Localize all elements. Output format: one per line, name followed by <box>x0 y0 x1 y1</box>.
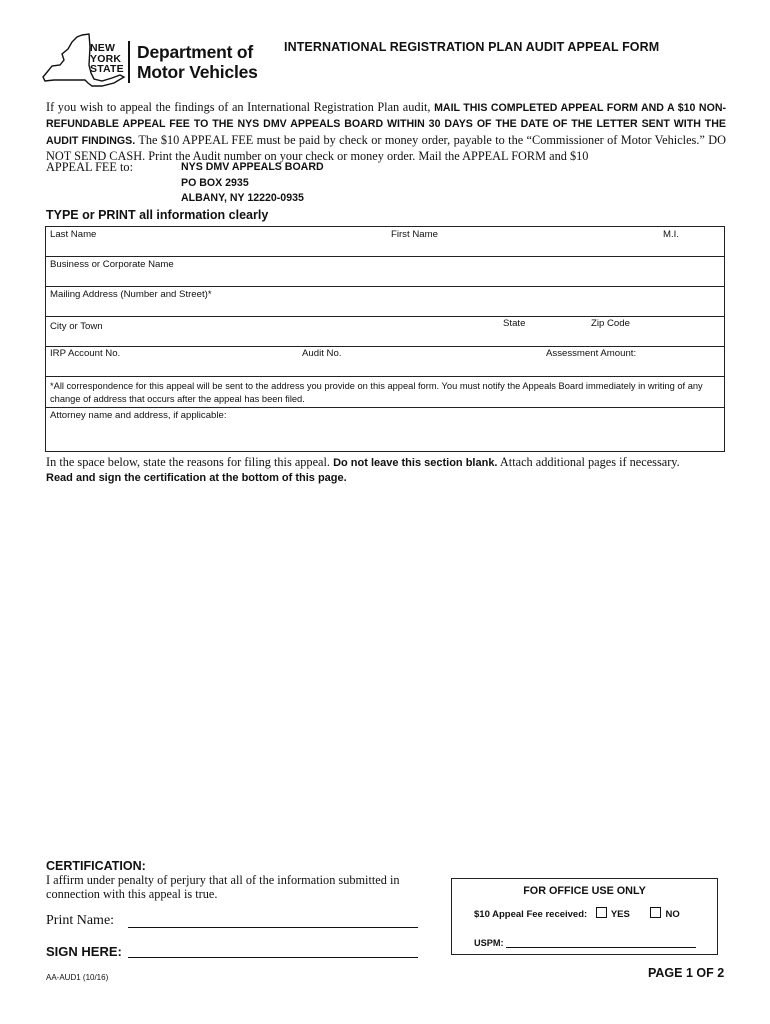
address-line-3: ALBANY, NY 12220-0935 <box>181 192 304 205</box>
dept-line-1: Department of <box>137 42 254 62</box>
city-state-zip-row[interactable] <box>46 317 724 347</box>
intro-text-2: The $10 APPEAL FEE must be paid by check or money order, payable to the “Commissioner of Motor Vehicles.” DO NOT SEND CASH. Print the Audit number on your check or money order. Mail the APPEAL FORM and $10 <box>46 132 726 164</box>
intro-paragraph <box>46 100 726 165</box>
page-number: PAGE 1 OF 2 <box>648 966 725 980</box>
mailing-address-field[interactable] <box>46 287 724 317</box>
reasons-instructions <box>46 455 736 486</box>
attorney-field[interactable] <box>46 408 724 451</box>
uspm-field[interactable] <box>506 947 696 948</box>
business-name-field[interactable] <box>46 257 724 287</box>
nys-logo-words <box>90 43 124 75</box>
logo-word-state: STATE <box>90 63 124 75</box>
mailing-address-label: Mailing Address (Number and Street)* <box>50 289 212 300</box>
office-use-box <box>451 878 718 955</box>
appeals-board-address <box>181 160 324 207</box>
appeal-fee-label: $10 Appeal Fee received: <box>474 909 588 920</box>
city-label: City or Town <box>50 321 103 332</box>
signature-field[interactable] <box>128 957 418 958</box>
intro-text-1: If you wish to appeal the findings of an International Registration Plan audit, <box>46 100 435 114</box>
fee-no-label: NO <box>665 909 680 920</box>
intro-text-bold: MAIL THIS COMPLETED APPEAL FORM AND A $10 NON-REFUNDABLE APPEAL FEE TO THE NYS DMV APPEALS BOARD WITHIN 30 DAYS OF THE DATE OF THE LETTER SENT WITH THE AUDIT FINDINGS. <box>46 102 726 147</box>
print-name-label: Print Name: <box>46 913 115 928</box>
correspondence-note <box>46 377 724 408</box>
sign-here-label: SIGN HERE: <box>46 944 122 959</box>
fee-yes-label: YES <box>610 909 630 920</box>
last-name-label: Last Name <box>50 229 97 240</box>
fee-yes-checkbox[interactable] <box>596 907 607 918</box>
audit-number-label: Audit No. <box>302 348 342 359</box>
reasons-text-2: Attach additional pages if necessary. <box>497 455 680 469</box>
irp-account-label: IRP Account No. <box>50 348 121 359</box>
reasons-text-bold: Do not leave this section blank. <box>333 457 498 469</box>
attorney-label: Attorney name and address, if applicable: <box>50 410 227 421</box>
state-label: State <box>503 318 526 329</box>
form-code: AA-AUD1 (10/16) <box>46 973 109 982</box>
uspm-row <box>474 938 696 948</box>
business-name-label: Business or Corporate Name <box>50 259 174 270</box>
appellant-info-form <box>45 226 725 452</box>
middle-initial-label: M.I. <box>663 229 679 240</box>
logo-word-new: NEW <box>90 42 116 54</box>
account-audit-row[interactable] <box>46 347 724 377</box>
zip-code-label: Zip Code <box>591 318 630 329</box>
uspm-label: USPM: <box>474 938 504 948</box>
name-row[interactable] <box>46 227 724 257</box>
reasons-line-2: Read and sign the certification at the bottom of this page. <box>46 472 347 484</box>
certification-title: CERTIFICATION: <box>46 859 146 873</box>
dmv-logo <box>42 33 277 91</box>
reasons-line-1 <box>46 455 736 471</box>
logo-divider <box>128 41 130 83</box>
form-instructions-heading: TYPE or PRINT all information clearly <box>46 208 269 222</box>
dept-line-2: Motor Vehicles <box>137 62 258 82</box>
assessment-amount-label: Assessment Amount: <box>546 348 637 359</box>
department-name <box>137 42 258 82</box>
print-name-field[interactable] <box>128 927 418 928</box>
first-name-label: First Name <box>391 229 438 240</box>
fee-no-checkbox[interactable] <box>650 907 661 918</box>
logo-word-york: YORK <box>90 52 122 65</box>
form-title: INTERNATIONAL REGISTRATION PLAN AUDIT APPEAL FORM <box>284 40 660 54</box>
office-use-title: FOR OFFICE USE ONLY <box>523 885 646 897</box>
reasons-text-1: In the space below, state the reasons for filing this appeal. <box>46 455 334 469</box>
address-line-2: PO BOX 2935 <box>181 176 249 189</box>
address-label: APPEAL FEE to: <box>46 160 133 174</box>
address-line-1: NYS DMV APPEALS BOARD <box>181 161 324 173</box>
correspondence-note-text: *All correspondence for this appeal will be sent to the address you provide on this appeal form. You must notify the Appeals Board immediately in writing of any change of address that occurs after the appeal has been filed. <box>50 381 703 404</box>
appeal-fee-row <box>474 907 680 920</box>
certification-text: I affirm under penalty of perjury that all of the information submitted in connection with this appeal is true. <box>46 873 400 901</box>
